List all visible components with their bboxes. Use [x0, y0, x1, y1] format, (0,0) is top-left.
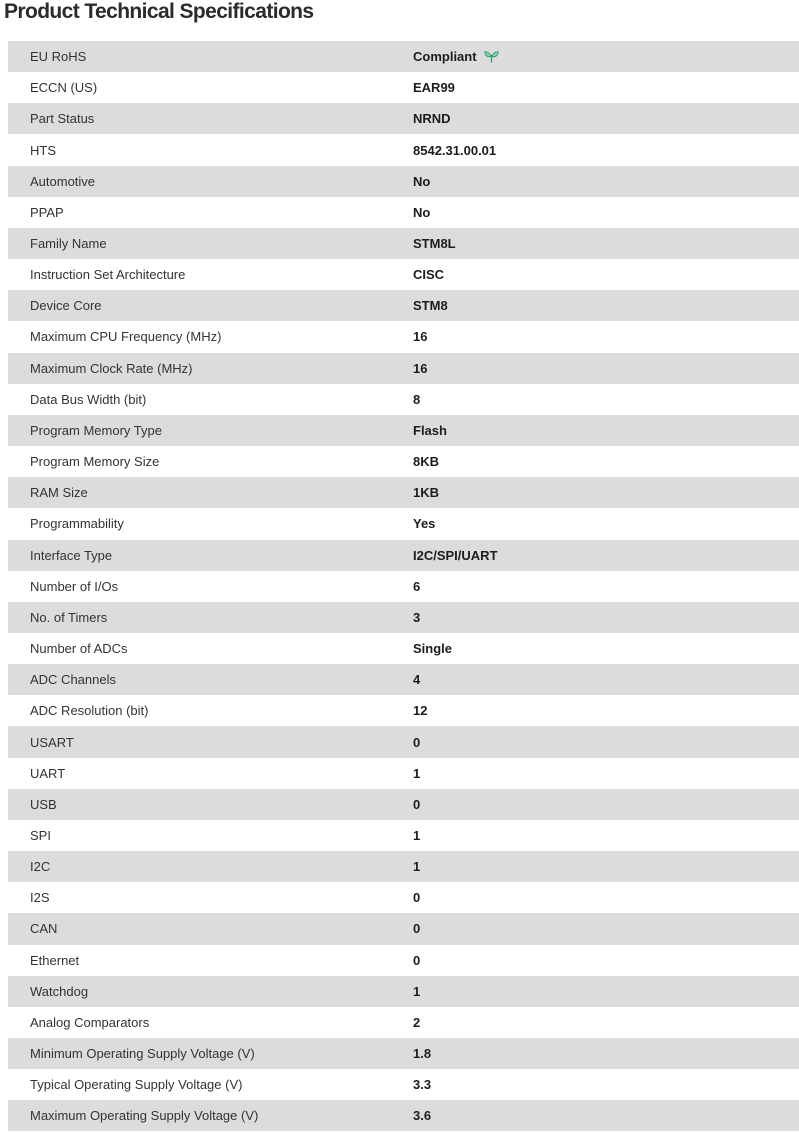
- spec-table: [8, 41, 799, 1131]
- spec-label: RAM Size: [30, 485, 88, 501]
- table-row: [8, 228, 799, 259]
- spec-value-text: 8542.31.00.01: [413, 142, 497, 158]
- table-row: [8, 726, 799, 757]
- spec-value: [413, 976, 420, 1007]
- spec-value-text: 16: [413, 329, 428, 345]
- table-row: [8, 695, 799, 726]
- table-row: [8, 633, 799, 664]
- spec-value-text: Yes: [413, 516, 436, 532]
- table-row: [8, 1100, 799, 1131]
- spec-value-text: 0: [413, 734, 421, 750]
- spec-value: [413, 1007, 420, 1038]
- spec-value-text: EAR99: [413, 80, 455, 96]
- spec-value: [413, 913, 420, 944]
- spec-value: [413, 259, 444, 290]
- table-row: [8, 789, 799, 820]
- spec-value-text: 1: [413, 983, 421, 999]
- spec-value: [413, 633, 452, 664]
- spec-value-text: 1KB: [413, 485, 440, 501]
- table-row: [8, 913, 799, 944]
- spec-label: Maximum CPU Frequency (MHz): [30, 329, 222, 345]
- spec-value-text: I2C/SPI/UART: [413, 547, 498, 563]
- spec-value: [413, 726, 420, 757]
- spec-value-text: NRND: [413, 111, 451, 127]
- table-row: [8, 72, 799, 103]
- table-row: [8, 1007, 799, 1038]
- spec-value: [413, 415, 447, 446]
- spec-value: [413, 508, 435, 539]
- spec-value: [413, 695, 427, 726]
- table-row: [8, 540, 799, 571]
- leaf-icon: [484, 49, 499, 64]
- table-row: [8, 945, 799, 976]
- spec-value: [413, 384, 420, 415]
- spec-label: Part Status: [30, 111, 95, 127]
- spec-label: EU RoHS: [30, 49, 87, 65]
- spec-value: [413, 1069, 431, 1100]
- spec-label: ADC Channels: [30, 672, 116, 688]
- spec-value: [413, 882, 420, 913]
- spec-value-text: 3: [413, 609, 421, 625]
- spec-label: Programmability: [30, 516, 124, 532]
- spec-value-text: STM8: [413, 298, 448, 314]
- spec-value-text: 3.6: [413, 1108, 432, 1124]
- spec-value: [413, 103, 451, 134]
- spec-value-text: 1: [413, 765, 421, 781]
- spec-label: PPAP: [30, 204, 64, 220]
- table-row: [8, 976, 799, 1007]
- spec-value-text: CISC: [413, 267, 445, 283]
- spec-value: [413, 664, 420, 695]
- spec-value-text: Single: [413, 641, 453, 657]
- spec-label: SPI: [30, 827, 51, 843]
- spec-value: [413, 758, 420, 789]
- spec-value-text: No: [413, 204, 431, 220]
- spec-value-text: No: [413, 173, 431, 189]
- table-row: [8, 758, 799, 789]
- table-row: [8, 290, 799, 321]
- spec-value-text: 0: [413, 952, 421, 968]
- spec-label: Data Bus Width (bit): [30, 391, 147, 407]
- spec-value: [413, 540, 498, 571]
- spec-value: [413, 945, 420, 976]
- table-row: [8, 415, 799, 446]
- spec-value: [413, 851, 420, 882]
- table-row: [8, 664, 799, 695]
- spec-value: [413, 1038, 431, 1069]
- table-row: [8, 384, 799, 415]
- spec-value-text: 12: [413, 703, 428, 719]
- spec-label: Number of I/Os: [30, 578, 119, 594]
- spec-value-text: Flash: [413, 422, 447, 438]
- spec-label: UART: [30, 765, 66, 781]
- spec-value-text: Compliant: [413, 49, 477, 65]
- spec-label: Number of ADCs: [30, 641, 128, 657]
- spec-label: Minimum Operating Supply Voltage (V): [30, 1046, 255, 1062]
- spec-label: Interface Type: [30, 547, 113, 563]
- spec-label: I2S: [30, 890, 50, 906]
- table-row: [8, 851, 799, 882]
- spec-value: [413, 789, 420, 820]
- table-row: [8, 571, 799, 602]
- spec-value: [413, 72, 455, 103]
- table-row: [8, 477, 799, 508]
- spec-label: Typical Operating Supply Voltage (V): [30, 1077, 243, 1093]
- spec-value-text: 0: [413, 796, 421, 812]
- table-row: [8, 353, 799, 384]
- table-row: [8, 882, 799, 913]
- spec-value-text: 3.3: [413, 1077, 432, 1093]
- table-row: [8, 166, 799, 197]
- spec-label: Family Name: [30, 236, 107, 252]
- table-row: [8, 134, 799, 165]
- spec-label: Maximum Operating Supply Voltage (V): [30, 1108, 259, 1124]
- page-title: Product Technical Specifications: [4, 0, 314, 23]
- spec-value-text: 0: [413, 890, 421, 906]
- spec-value-text: 6: [413, 578, 421, 594]
- spec-label: Device Core: [30, 298, 102, 314]
- spec-label: USART: [30, 734, 74, 750]
- spec-value-text: 0: [413, 921, 421, 937]
- table-row: [8, 259, 799, 290]
- table-row: [8, 508, 799, 539]
- spec-label: Automotive: [30, 173, 96, 189]
- spec-label: Ethernet: [30, 952, 80, 968]
- table-row: [8, 103, 799, 134]
- spec-value: [413, 166, 430, 197]
- spec-value: [413, 353, 427, 384]
- spec-label: Program Memory Type: [30, 422, 162, 438]
- spec-value: [413, 41, 499, 72]
- spec-value-text: 1.8: [413, 1046, 432, 1062]
- spec-label: USB: [30, 796, 57, 812]
- spec-value-text: 1: [413, 827, 421, 843]
- table-row: [8, 820, 799, 851]
- table-row: [8, 446, 799, 477]
- spec-label: Program Memory Size: [30, 454, 160, 470]
- spec-value: [413, 197, 430, 228]
- spec-value: [413, 1100, 431, 1131]
- spec-value: [413, 321, 427, 352]
- spec-label: Analog Comparators: [30, 1014, 150, 1030]
- table-row: [8, 602, 799, 633]
- spec-label: CAN: [30, 921, 58, 937]
- table-row: [8, 1038, 799, 1069]
- spec-value: [413, 477, 439, 508]
- spec-label: Watchdog: [30, 983, 89, 999]
- spec-value-text: 4: [413, 672, 421, 688]
- table-row: [8, 321, 799, 352]
- spec-label: Maximum Clock Rate (MHz): [30, 360, 193, 376]
- spec-label: Instruction Set Architecture: [30, 267, 186, 283]
- spec-value-text: STM8L: [413, 236, 456, 252]
- spec-value: [413, 602, 420, 633]
- spec-value-text: 8KB: [413, 454, 440, 470]
- spec-value: [413, 228, 456, 259]
- spec-label: ADC Resolution (bit): [30, 703, 149, 719]
- spec-value-text: 8: [413, 391, 421, 407]
- spec-label: ECCN (US): [30, 80, 98, 96]
- table-row: [8, 41, 799, 72]
- spec-value-text: 16: [413, 360, 428, 376]
- spec-value: [413, 571, 420, 602]
- spec-value: [413, 290, 448, 321]
- spec-value-text: 1: [413, 859, 421, 875]
- spec-value: [413, 134, 496, 165]
- spec-label: HTS: [30, 142, 56, 158]
- spec-label: No. of Timers: [30, 609, 108, 625]
- table-row: [8, 197, 799, 228]
- spec-value-text: 2: [413, 1014, 421, 1030]
- spec-value: [413, 820, 420, 851]
- spec-value: [413, 446, 439, 477]
- spec-label: I2C: [30, 859, 51, 875]
- table-row: [8, 1069, 799, 1100]
